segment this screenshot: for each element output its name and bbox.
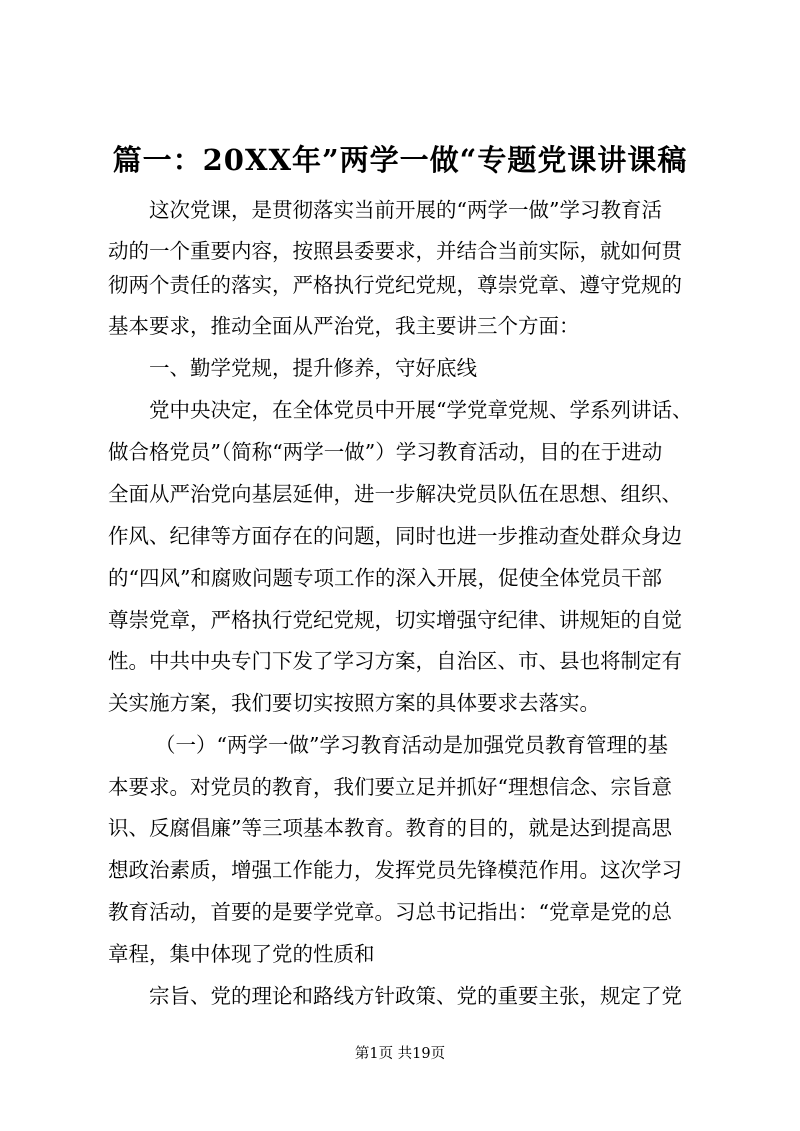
paragraph-line: 全面从严治党向基层延伸，进一步解决党员队伍在思想、组织、	[108, 482, 682, 506]
paragraph-line: 识、反腐倡廉”等三项基本教育。教育的目的，就是达到提高思	[108, 816, 672, 840]
paragraph-line: 宗旨、党的理论和路线方针政策、党的重要主张，规定了党	[149, 984, 682, 1008]
paragraph-line: 关实施方案，我们要切实按照方案的具体要求去落实。	[108, 691, 600, 715]
paragraph-line: 彻两个责任的落实，严格执行党纪党规，尊崇党章、遵守党规的	[108, 273, 682, 297]
paragraph-line: 本要求。对党员的教育，我们要立足并抓好“理想信念、宗旨意	[108, 775, 672, 799]
paragraph-line: 这次党课，是贯彻落实当前开展的“两学一做”学习教育活	[149, 198, 662, 222]
page-footer: 第1页 共19页	[354, 1046, 446, 1062]
paragraph-line: （一）“两学一做”学习教育活动是加强党员教育管理的基	[155, 733, 668, 757]
paragraph-line: 党中央决定，在全体党员中开展“学党章党规、学系列讲话、	[149, 398, 693, 422]
paragraph-line: 尊崇党章，严格执行党纪党规，切实增强守纪律、讲规矩的自觉	[108, 608, 682, 632]
paragraph-line: 教育活动，首要的是要学党章。习总书记指出：“党章是党的总	[108, 900, 672, 924]
section-heading: 一、勤学党规，提升修养，守好底线	[149, 356, 477, 380]
paragraph-line: 想政治素质，增强工作能力，发挥党员先锋模范作用。这次学习	[108, 858, 682, 882]
paragraph-line: 动的一个重要内容，按照县委要求，并结合当前实际，就如何贯	[108, 239, 682, 263]
document-title: 篇一：20XX年”两学一做“专题党课讲课稿	[112, 143, 688, 177]
paragraph-line: 性。中共中央专门下发了学习方案，自治区、市、县也将制定有	[108, 649, 682, 673]
paragraph-line: 的“四风”和腐败问题专项工作的深入开展，促使全体党员干部	[108, 566, 662, 590]
paragraph-line: 基本要求，推动全面从严治党，我主要讲三个方面：	[108, 314, 580, 338]
paragraph-line: 作风、纪律等方面存在的问题，同时也进一步推动查处群众身边	[108, 524, 682, 548]
paragraph-line: 章程，集中体现了党的性质和	[108, 942, 375, 966]
paragraph-line: 做合格党员”（简称“两学一做”）学习教育活动，目的在于进动	[108, 440, 663, 464]
